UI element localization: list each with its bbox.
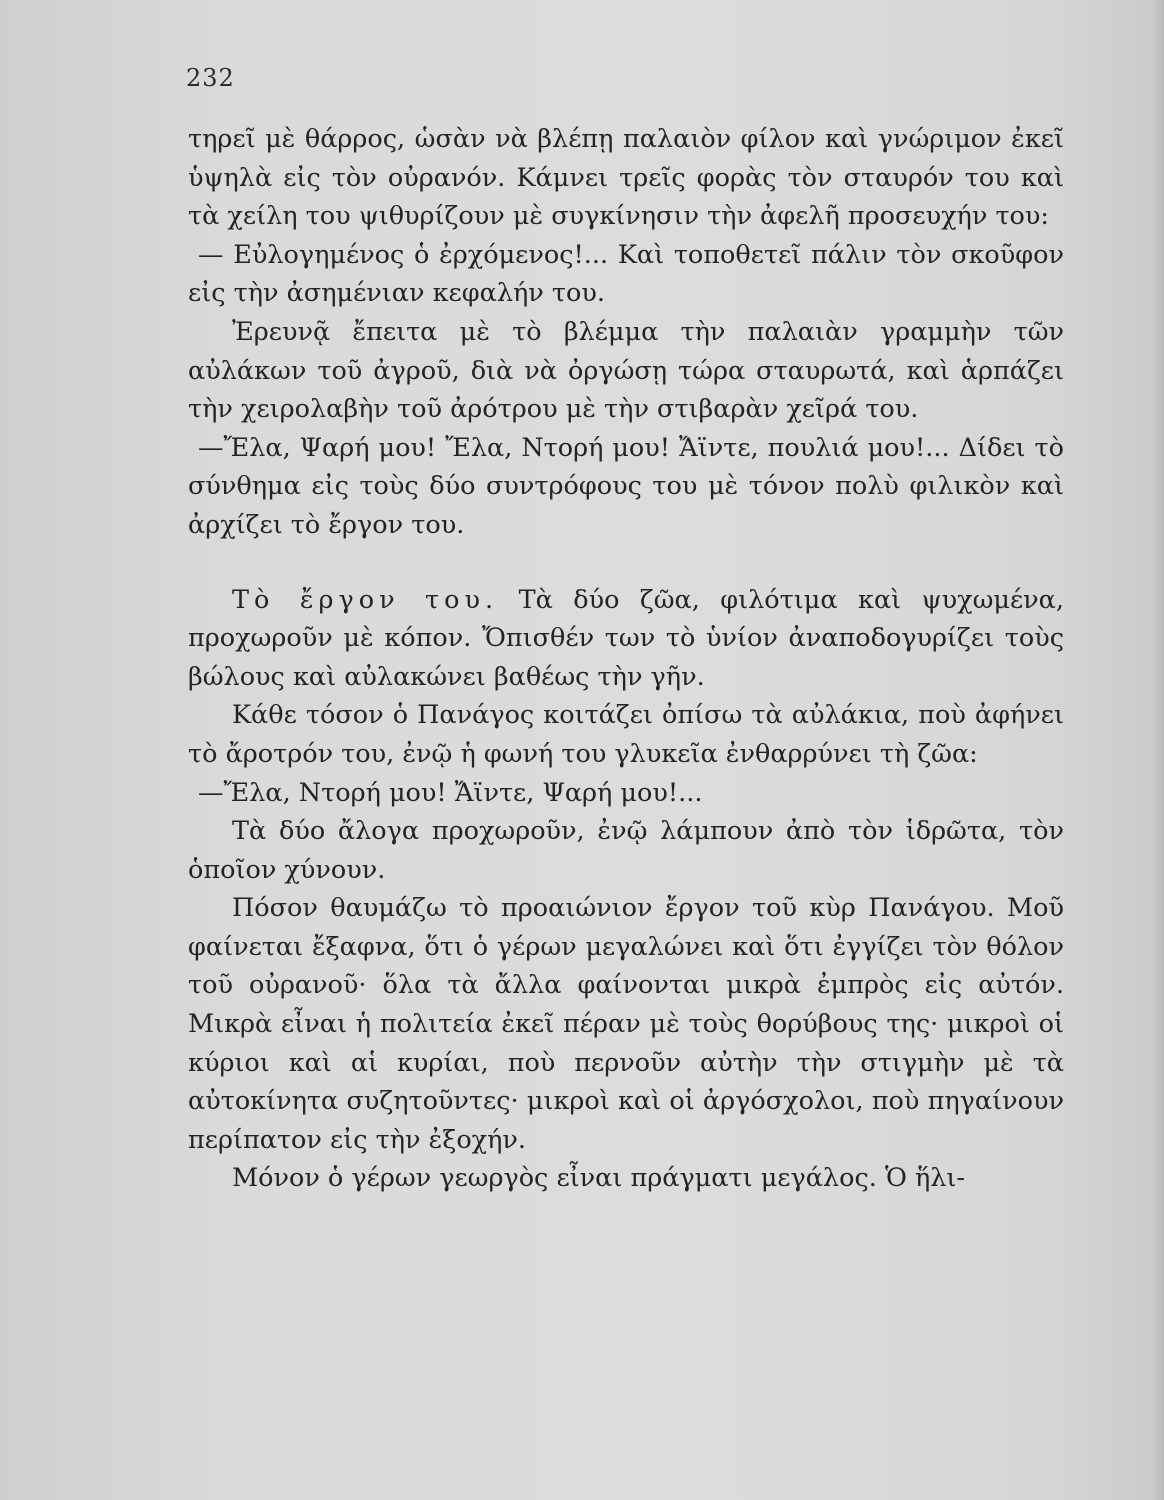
paragraph-second-call: —Ἔλα, Ντορή μου! Ἄϊντε, Ψαρή μου!... <box>198 777 703 808</box>
paragraph-the-work-text: Τὰ δύο ζῶα, φιλότιμα καὶ ψυχωμένα, προχωροῦν μὲ κόπον. Ὄπισθέν των τὸ ὑνίον ἀναποδογυρίζει τοὺς βώλους καὶ αὐλακώνει βαθέως τὴν γῆν. <box>188 584 1064 692</box>
paragraph-continuation: τηρεῖ μὲ θάρρος, ὡσὰν νὰ βλέπῃ παλαιὸν φίλον καὶ γνώριμον ἐκεῖ ὑψηλὰ εἰς τὸν οὐρανόν. Κάμνει τρεῖς φορὰς τὸν σταυρόν του καὶ τὰ χείλη του ψιθυρίζουν μὲ συγκίνησιν τὴν ἀφελῆ προσευχήν του: <box>188 124 1064 232</box>
paragraph-looks-back: Κάθε τόσον ὁ Πανάγος κοιτάζει ὀπίσω τὰ αὐλάκια, ποὺ ἀφήνει τὸ ἄροτρόν του, ἐνῷ ἡ φωνή του γλυκεῖα ἐνθαρρύνει τὴ ζῶα: <box>188 700 1064 769</box>
paragraph-prayer: — Εὐλογημένος ὁ ἐρχόμενος!... Καὶ τοποθετεῖ πάλιν τὸν σκοῦφον εἰς τὴν ἀσημένιαν κεφαλήν του. <box>188 239 1064 309</box>
page-edge <box>1154 0 1164 1500</box>
paragraph-the-work <box>188 581 1064 697</box>
paragraph-horses-sweat: Τὰ δύο ἄλογα προχωροῦν, ἐνῷ λάμπουν ἀπὸ τὸν ἱδρῶτα, τὸν ὁποῖον χύνουν. <box>188 816 1064 885</box>
page-body-text <box>188 120 1064 1198</box>
page-number: 232 <box>186 64 235 92</box>
spaced-heading-phrase: Τὸ ἔργον του. <box>232 584 499 615</box>
paragraph-call-to-horses: —Ἔλα, Ψαρή μου! Ἔλα, Ντορή μου! Ἄϊντε, πουλιά μου!... Δίδει τὸ σύνθημα εἰς τοὺς δύο συντρόφους του μὲ τόνον πολὺ φιλικὸν καὶ ἀρχίζει τὸ ἔργον του. <box>188 432 1064 540</box>
paragraph-furrows: Ἐρευνᾷ ἔπειτα μὲ τὸ βλέμμα τὴν παλαιὰν γραμμὴν τῶν αὐλάκων τοῦ ἀγροῦ, διὰ νὰ ὀργώσῃ τώρα σταυρωτά, καὶ ἁρπάζει τὴν χειρολαβὴν τοῦ ἀρότρου μὲ τὴν στιβαρὰν χεῖρά του. <box>188 316 1064 425</box>
paragraph-admiration: Πόσον θαυμάζω τὸ προαιώνιον ἔργον τοῦ κὺρ Πανάγου. Μοῦ φαίνεται ἔξαφνα, ὅτι ὁ γέρων μεγαλώνει καὶ ὅτι ἐγγίζει τὸν θόλον τοῦ οὐρανοῦ· ὅλα τὰ ἄλλα φαίνονται μικρὰ ἐμπρὸς εἰς αὐτόν. Μικρὰ εἶναι ἡ πολιτεία ἐκεῖ πέραν μὲ τοὺς θορύβους της· μικροὶ οἱ κύριοι καὶ αἱ κυρίαι, ποὺ περνοῦν αὐτὴν τὴν στιγμὴν μὲ τὰ αὐτοκίνητα συζητοῦντες· μικροὶ καὶ οἱ ἀργόσχολοι, ποὺ πηγαίνουν περίπατον εἰς τὴν ἐξοχήν. <box>188 893 1064 1155</box>
paragraph-final-line: Μόνον ὁ γέρων γεωργὸς εἶναι πράγματι μεγάλος. Ὁ ἥλι- <box>232 1163 966 1194</box>
